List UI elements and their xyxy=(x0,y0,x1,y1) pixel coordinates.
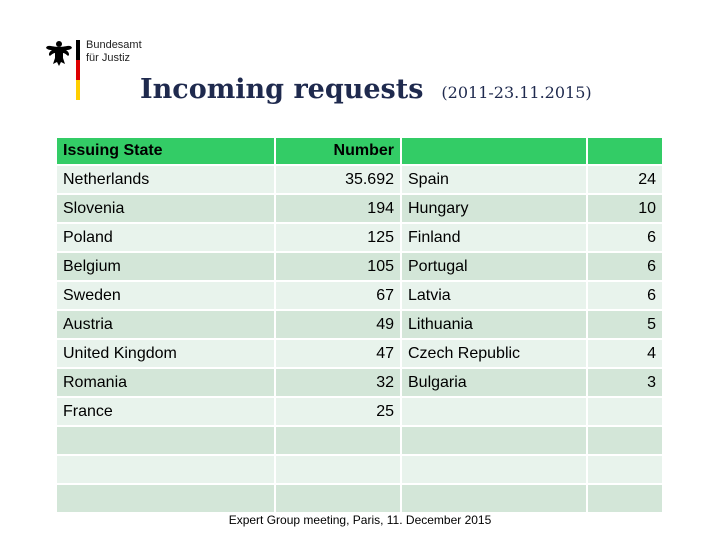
table-cell: Poland xyxy=(57,224,274,251)
table-row xyxy=(57,195,662,222)
table-cell xyxy=(276,427,400,454)
table-cell xyxy=(402,398,586,425)
table-cell: 47 xyxy=(276,340,400,367)
table-row xyxy=(57,311,662,338)
table-cell: 6 xyxy=(588,224,662,251)
table-cell: 125 xyxy=(276,224,400,251)
table-cell: 105 xyxy=(276,253,400,280)
flag-stripe-black xyxy=(76,40,80,60)
table-cell: Spain xyxy=(402,166,586,193)
table-cell: 6 xyxy=(588,253,662,280)
table-cell xyxy=(57,485,274,512)
table-row xyxy=(57,166,662,193)
table-cell: Lithuania xyxy=(402,311,586,338)
table-cell: 24 xyxy=(588,166,662,193)
footer-note: Expert Group meeting, Paris, 11. December 2015 xyxy=(228,513,492,527)
table-row xyxy=(57,224,662,251)
table-cell: Belgium xyxy=(57,253,274,280)
bfj-logo xyxy=(44,38,154,102)
table-cell: 32 xyxy=(276,369,400,396)
table-cell: Netherlands xyxy=(57,166,274,193)
table-cell xyxy=(588,427,662,454)
flag-stripe-red xyxy=(76,60,80,80)
table-cell: Slovenia xyxy=(57,195,274,222)
brand-line1: Bundesamt xyxy=(86,39,142,51)
table-row xyxy=(57,485,662,512)
table-cell xyxy=(588,398,662,425)
table-cell: 194 xyxy=(276,195,400,222)
column-header: Number xyxy=(276,138,400,164)
table-cell: Austria xyxy=(57,311,274,338)
table-cell: 67 xyxy=(276,282,400,309)
table-cell: 35.692 xyxy=(276,166,400,193)
table-cell xyxy=(276,456,400,483)
table-cell xyxy=(276,485,400,512)
table-cell: 6 xyxy=(588,282,662,309)
table-header-row xyxy=(57,138,662,164)
table-row xyxy=(57,282,662,309)
table-cell: Finland xyxy=(402,224,586,251)
table-cell: 4 xyxy=(588,340,662,367)
title-period: (2011-23.11.2015) xyxy=(441,83,592,102)
table-row xyxy=(57,456,662,483)
german-flag-bar xyxy=(76,40,80,100)
table-cell: Czech Republic xyxy=(402,340,586,367)
brand-text xyxy=(86,39,142,65)
table-cell: Romania xyxy=(57,369,274,396)
column-header xyxy=(588,138,662,164)
requests-table xyxy=(55,136,664,514)
table-cell xyxy=(402,456,586,483)
column-header: Issuing State xyxy=(57,138,274,164)
table-cell xyxy=(57,456,274,483)
brand-line2: für Justiz xyxy=(86,52,131,64)
table-row xyxy=(57,340,662,367)
table-cell xyxy=(402,485,586,512)
table-cell: France xyxy=(57,398,274,425)
table-cell: United Kingdom xyxy=(57,340,274,367)
table-cell xyxy=(57,427,274,454)
table-cell: Sweden xyxy=(57,282,274,309)
table-row xyxy=(57,427,662,454)
eagle-icon xyxy=(44,38,74,68)
table-cell xyxy=(588,485,662,512)
column-header xyxy=(402,138,586,164)
table-row xyxy=(57,369,662,396)
table-cell: 5 xyxy=(588,311,662,338)
table-cell: 10 xyxy=(588,195,662,222)
table-cell xyxy=(588,456,662,483)
table-cell: Hungary xyxy=(402,195,586,222)
flag-stripe-gold xyxy=(76,80,80,100)
table-cell: 49 xyxy=(276,311,400,338)
table-cell: Portugal xyxy=(402,253,586,280)
table-cell: Latvia xyxy=(402,282,586,309)
table-cell: Bulgaria xyxy=(402,369,586,396)
table-cell: 3 xyxy=(588,369,662,396)
title-main: Incoming requests xyxy=(140,74,424,105)
table-row xyxy=(57,253,662,280)
table-cell: 25 xyxy=(276,398,400,425)
slide-title xyxy=(140,74,592,105)
table-row xyxy=(57,398,662,425)
table-cell xyxy=(402,427,586,454)
